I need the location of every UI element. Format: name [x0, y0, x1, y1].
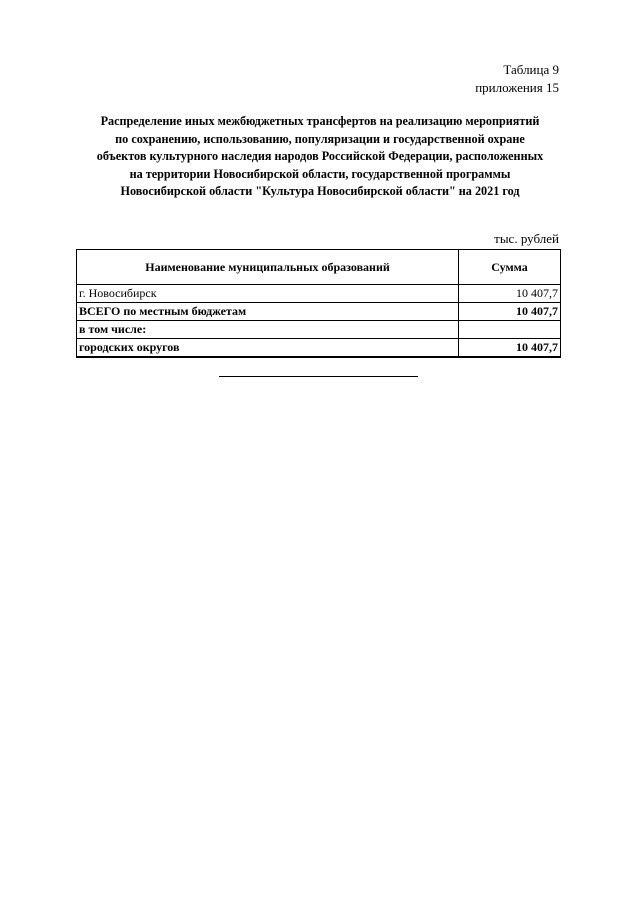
- closing-rule-divider: [219, 376, 418, 377]
- row-sum-cell: 10 407,7: [459, 285, 561, 303]
- title-line: Распределение иных межбюджетных трансфертов на реализацию мероприятий: [100, 114, 540, 128]
- row-name-cell: ВСЕГО по местным бюджетам: [77, 303, 459, 321]
- title-line: на территории Новосибирской области, государственной программы: [129, 166, 511, 181]
- table-row-urban-districts: [77, 339, 561, 358]
- table-row: [77, 285, 561, 303]
- row-sum-cell: 10 407,7: [459, 339, 561, 358]
- column-header-name: Наименование муниципальных образований: [77, 250, 459, 285]
- row-name-cell: в том числе:: [77, 321, 459, 339]
- title-line: объектов культурного наследия народов Российской Федерации, расположенных: [96, 149, 544, 164]
- units-label: тыс. рублей: [494, 231, 559, 246]
- annex-reference: [475, 61, 559, 97]
- row-name-cell: г. Новосибирск: [77, 285, 459, 303]
- budget-table: [76, 249, 561, 358]
- document-title: [70, 113, 570, 201]
- row-sum-cell: 10 407,7: [459, 303, 561, 321]
- table-number-label: Таблица 9: [503, 62, 559, 77]
- table-row-including: [77, 321, 561, 339]
- annex-number-label: приложения 15: [475, 80, 559, 95]
- column-header-sum: Сумма: [459, 250, 561, 285]
- table-header-row: [77, 250, 561, 285]
- table-row-total: [77, 303, 561, 321]
- row-sum-cell: [459, 321, 561, 339]
- row-name-cell: городских округов: [77, 339, 459, 358]
- title-line: Новосибирской области "Культура Новосибирской области" на 2021 год: [120, 184, 520, 199]
- title-line: по сохранению, использованию, популяризации и государственной охране: [115, 131, 525, 146]
